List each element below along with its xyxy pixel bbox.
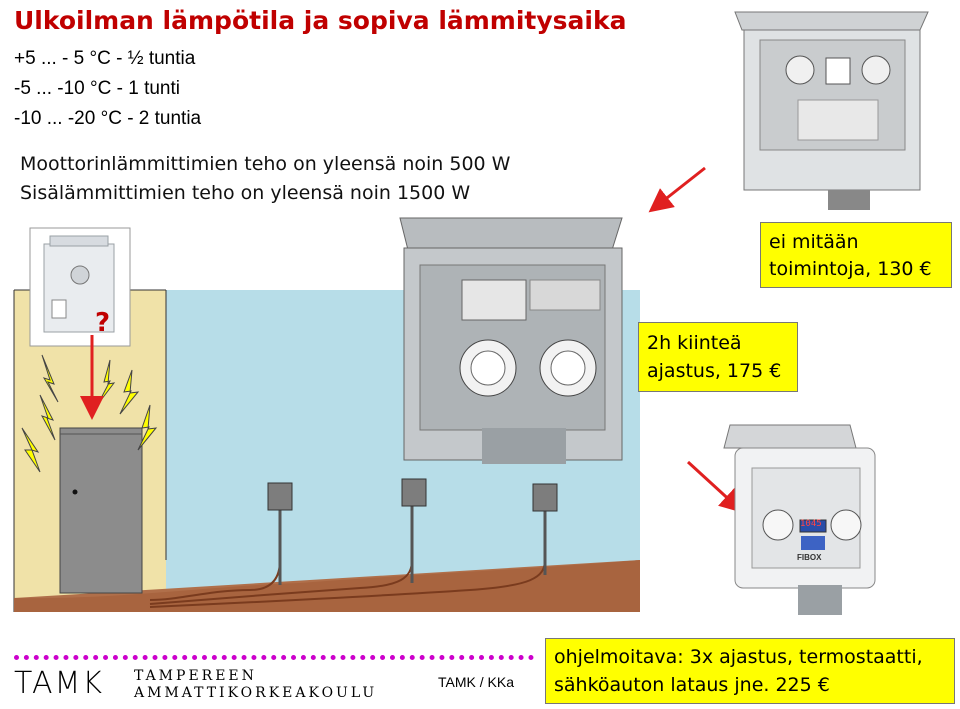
interior-heater-power: Sisälämmittimien teho on yleensä noin 1500 W: [20, 182, 471, 204]
footer-dotted-line: [14, 655, 534, 660]
callout-programmable: [545, 638, 955, 704]
basic-socket-box-photo: [728, 10, 928, 210]
timer-display-reading: 1045: [800, 519, 822, 529]
tamk-logo-line2: AMMATTIKORKEAKOULU: [134, 685, 378, 701]
callout-fixed-timer-line2: ajastus, 175 €: [647, 360, 782, 382]
callout-fixed-timer-line1: 2h kiinteä: [647, 332, 742, 354]
callout-no-functions-line1: ei mitään: [769, 231, 859, 253]
device-brand-label: FIBOX: [797, 553, 822, 562]
tamk-logo: [14, 666, 378, 702]
callout-no-functions: [760, 222, 952, 288]
slide-title: Ulkoilman lämpötila ja sopiva lämmitysaika: [14, 6, 627, 35]
temp-line-3: -10 ... -20 °C - 2 tuntia: [14, 108, 202, 129]
callout-programmable-line2: sähköauton lataus jne. 225 €: [554, 674, 830, 696]
question-mark: ?: [95, 308, 111, 338]
footer-credit: TAMK / KKa: [438, 674, 514, 690]
engine-heater-power: Moottorinlämmittimien teho on yleensä noin 500 W: [20, 153, 511, 175]
garage-cabinet: [60, 428, 142, 593]
callout-fixed-timer: [638, 322, 798, 392]
temp-line-1: +5 ... - 5 °C - ½ tuntia: [14, 48, 196, 69]
arrow-to-basic-box: [658, 168, 705, 205]
arrow-to-programmable-box: [688, 462, 735, 505]
tamk-logo-mark: TAMK: [14, 666, 105, 701]
callout-programmable-line1: ohjelmoitava: 3x ajastus, termostaatti,: [554, 646, 923, 668]
temp-line-2: -5 ... -10 °C - 1 tunti: [14, 78, 180, 99]
tamk-logo-line1: TAMPEREEN: [134, 668, 257, 684]
callout-no-functions-line2: toimintoja, 130 €: [769, 258, 932, 280]
fixed-timer-socket-box-photo: [400, 218, 622, 464]
